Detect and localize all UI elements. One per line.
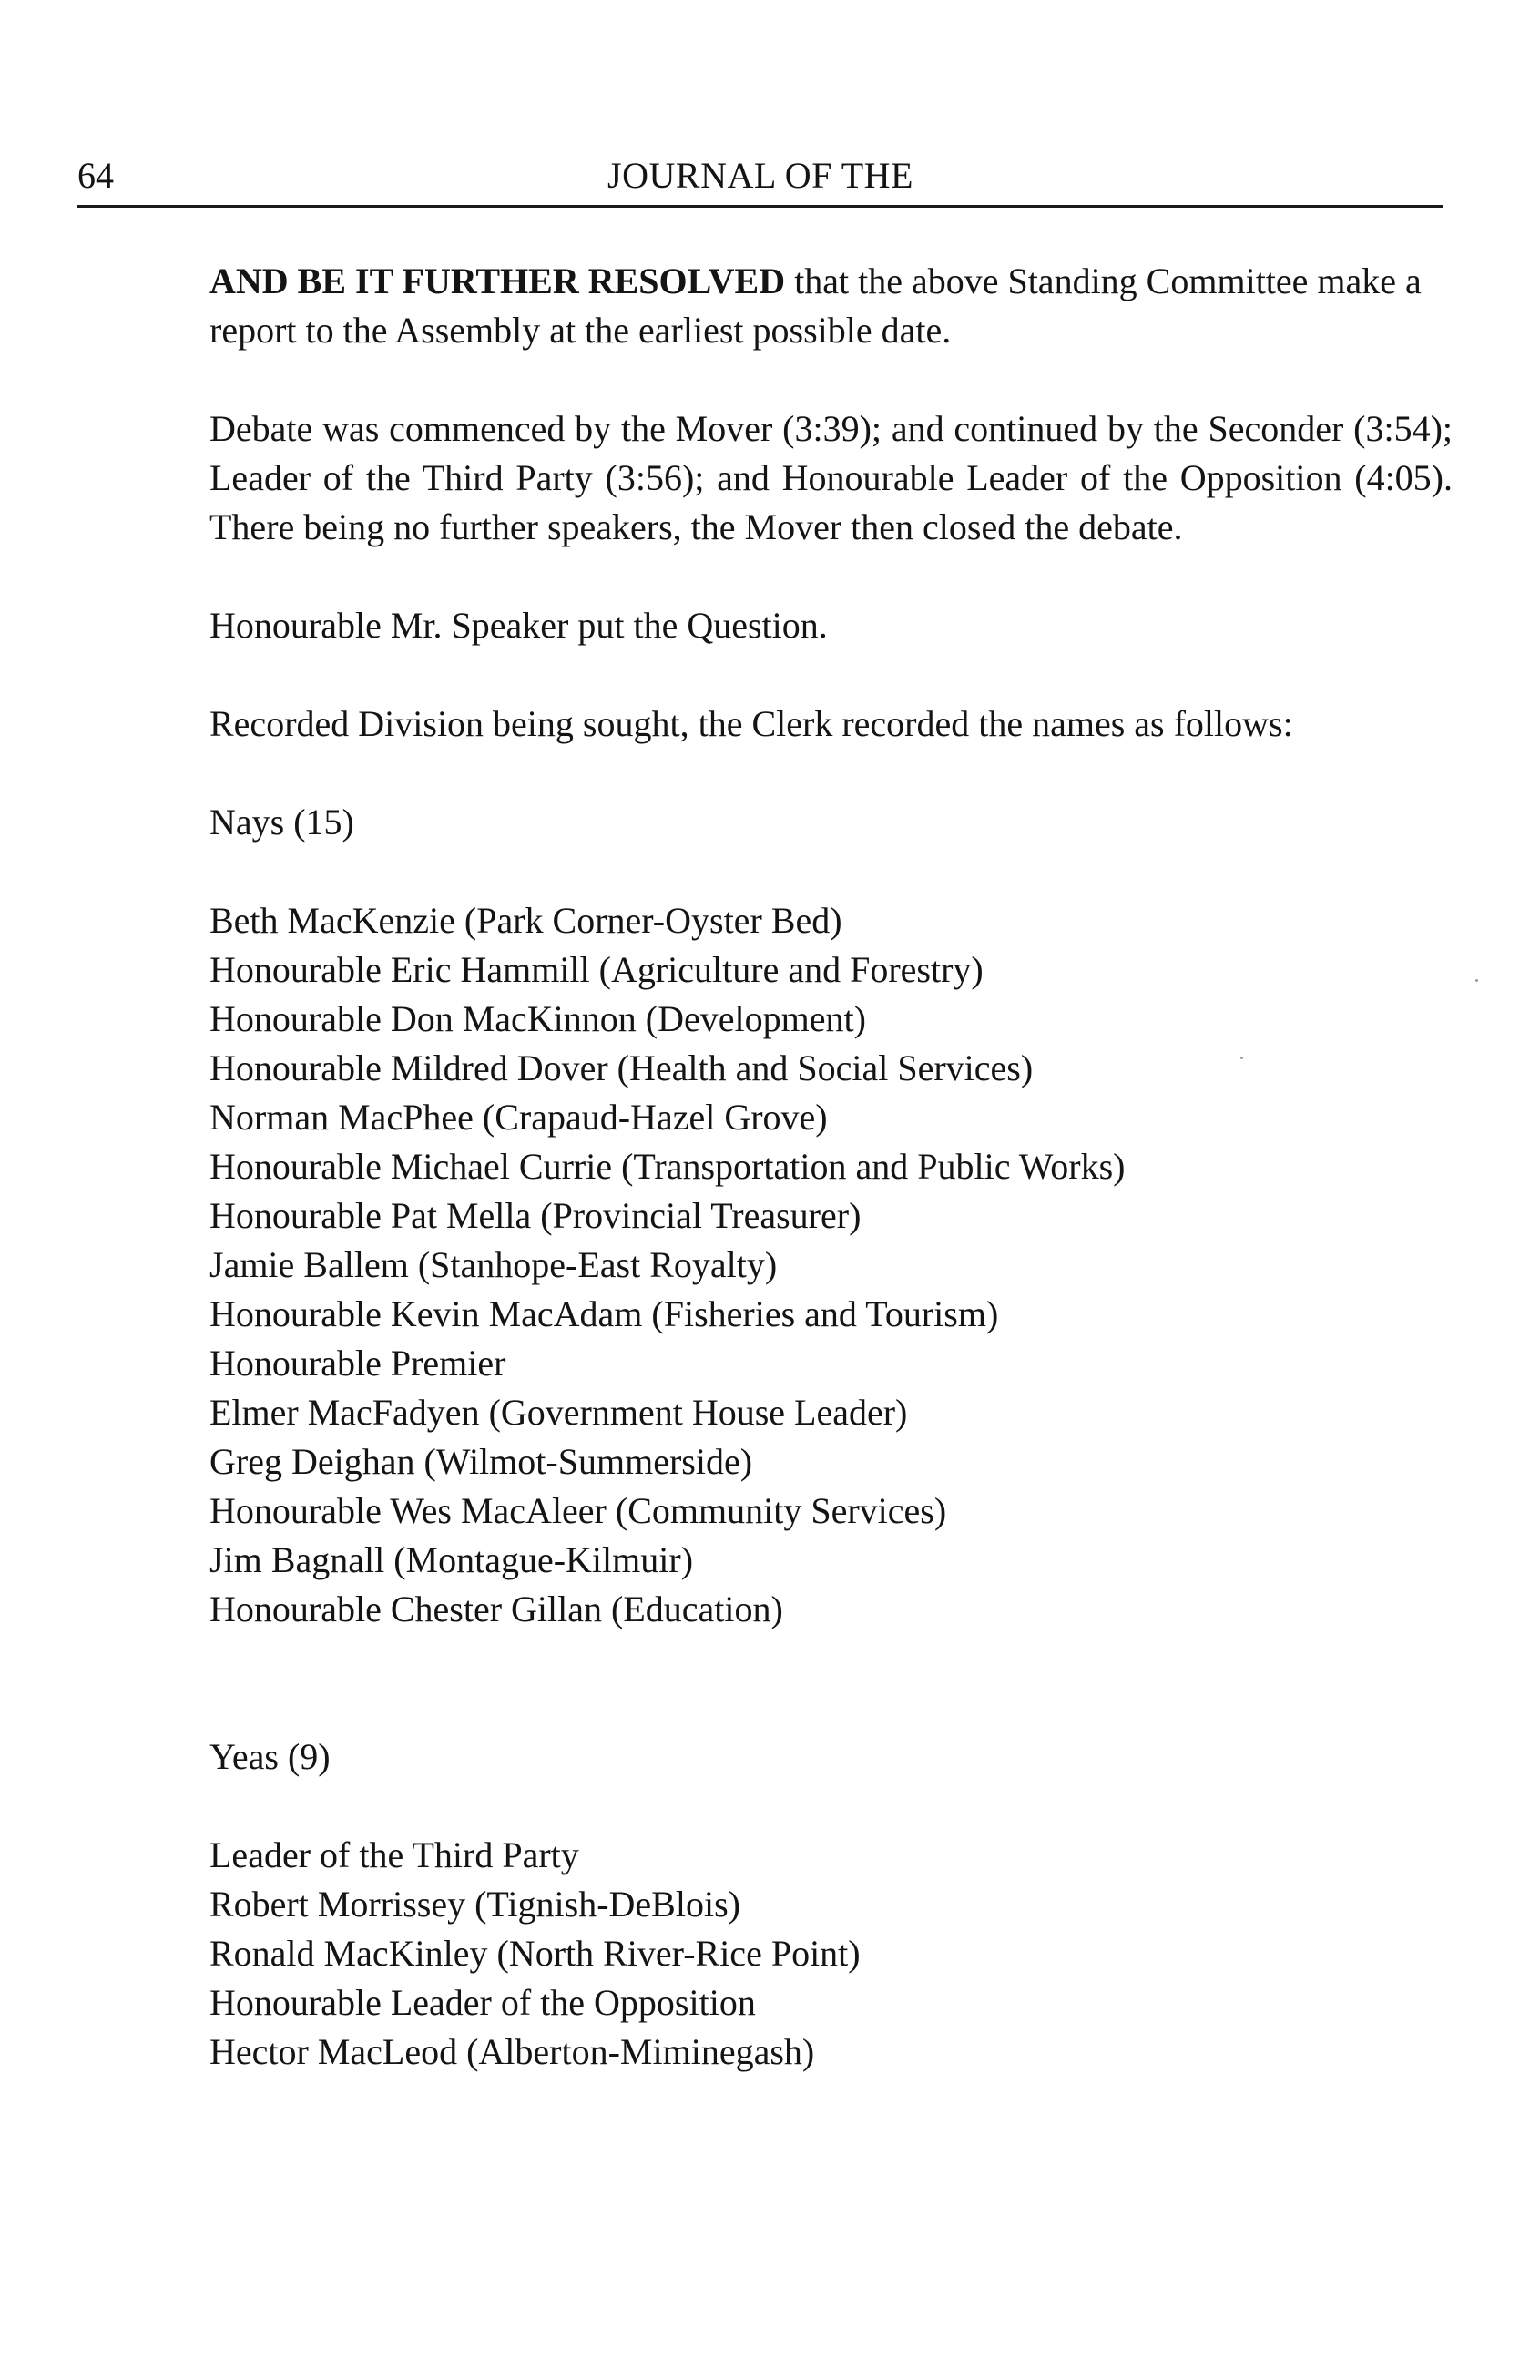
nay-member: Honourable Pat Mella (Provincial Treasurer) — [209, 1195, 862, 1236]
resolution-text: that the above Standing Committee make a report to the Assembly at the earliest possible date. — [209, 260, 1422, 351]
nay-member: Norman MacPhee (Crapaud-Hazel Grove) — [209, 1097, 828, 1138]
yeas-list — [209, 1831, 1453, 2077]
yea-member: Ronald MacKinley (North River-Rice Point) — [209, 1933, 861, 1974]
yea-member: Robert Morrissey (Tignish-DeBlois) — [209, 1884, 740, 1925]
nay-member: Greg Deighan (Wilmot-Summerside) — [209, 1441, 753, 1482]
resolution-bold-lead: AND BE IT FURTHER RESOLVED — [209, 260, 786, 301]
division-paragraph: Recorded Division being sought, the Clerk recorded the names as follows: — [209, 703, 1293, 744]
scan-speck — [1475, 979, 1478, 982]
nay-member: Honourable Wes MacAleer (Community Services) — [209, 1490, 947, 1531]
nay-member: Jamie Ballem (Stanhope-East Royalty) — [209, 1244, 778, 1285]
resolution-paragraph — [209, 257, 1453, 355]
nay-member: Jim Bagnall (Montague-Kilmuir) — [209, 1539, 694, 1580]
nay-member: Honourable Mildred Dover (Health and Social Services) — [209, 1047, 1034, 1088]
nay-member: Honourable Kevin MacAdam (Fisheries and Tourism) — [209, 1293, 999, 1334]
nay-member: Beth MacKenzie (Park Corner-Oyster Bed) — [209, 900, 842, 941]
yeas-heading: Yeas (9) — [209, 1736, 331, 1777]
running-head: JOURNAL OF THE — [607, 155, 913, 196]
yea-member: Honourable Leader of the Opposition — [209, 1982, 756, 2023]
page-header — [77, 150, 1443, 208]
question-paragraph: Honourable Mr. Speaker put the Question. — [209, 605, 828, 646]
page-number: 64 — [77, 155, 114, 196]
scan-speck — [1240, 1057, 1243, 1059]
nays-list — [209, 896, 1453, 1634]
yea-member: Hector MacLeod (Alberton-Miminegash) — [209, 2031, 815, 2072]
nay-member: Honourable Premier — [209, 1343, 506, 1384]
nay-member: Honourable Eric Hammill (Agriculture and Forestry) — [209, 949, 984, 990]
nay-member: Honourable Don MacKinnon (Development) — [209, 998, 866, 1039]
page-body — [209, 257, 1453, 2077]
nay-member: Honourable Michael Currie (Transportation and Public Works) — [209, 1146, 1126, 1187]
yea-member: Leader of the Third Party — [209, 1834, 579, 1875]
nay-member: Elmer MacFadyen (Government House Leader) — [209, 1392, 908, 1433]
debate-paragraph: Debate was commenced by the Mover (3:39); and continued by the Seconder (3:54); Leader of the Third Party (3:56); and Honourable Leader of the Opposition (4:05). There being no further speakers, the Mover then closed the debate. — [209, 408, 1453, 547]
nay-member: Honourable Chester Gillan (Education) — [209, 1588, 783, 1629]
nays-heading: Nays (15) — [209, 802, 354, 843]
